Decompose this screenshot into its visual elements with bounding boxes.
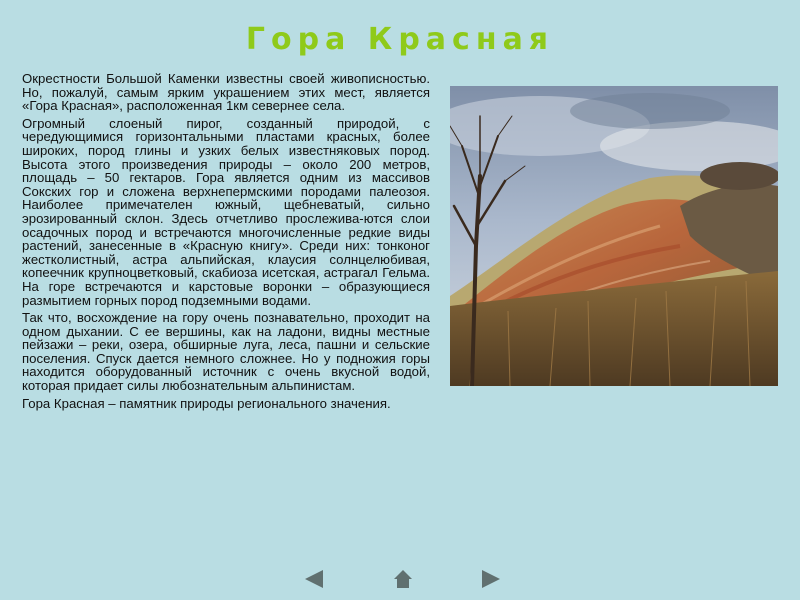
paragraph-1: Окрестности Большой Каменки известны своей живописностью. Но, пожалуй, самым ярким украшением этих мест, является «Гора Красная», расположенная 1км севернее села. — [22, 71, 430, 114]
mountain-photo — [450, 86, 778, 386]
home-button[interactable] — [389, 565, 417, 593]
paragraph-3: Так что, восхождение на гору очень познавательно, проходит на одном дыхании. С ее вершины, как на ладони, видны местные пейзажи – реки, озера, обширные луга, леса, пашни и сельские поселения. Спуск дается немного сложнее. Но у подножия горы находится оборудованный источник с очень вкусной водой, которая придает силы любознательным альпинистам. — [22, 310, 430, 394]
arrow-right-icon — [480, 568, 502, 590]
previous-slide-button[interactable] — [300, 565, 328, 593]
arrow-left-icon — [303, 568, 325, 590]
next-slide-button[interactable] — [477, 565, 505, 593]
paragraph-4: Гора Красная – памятник природы регионального значения. — [22, 395, 391, 411]
home-icon — [392, 568, 414, 590]
paragraph-2: Огромный слоеный пирог, созданный природой, с чередующимися горизонтальными пластами красных, более широких, пород глины и узких белых известняковых пород. Высота этого произведения природы – около 200 метров, площадь – 50 гектаров. Гора является одним из массивов Сокских гор и сложена верхнепермскими породами палеозоя. Наиболее примечателен южный, щебневатый, сильно эрозированный склон. Здесь отчетливо прослежива-ются слои осадочных пород и встречаются многочисленные редкие виды растений, занесенные в «Красную книгу». Среди них: тонконог жестколистный, астра альпийская, клаусия солнцелюбивая, копеечник крупноцветковый, скабиоза исетская, астрагал Гельма. На горе встречаются и карстовые воронки – образующиеся размытием горных пород подземными водами. — [22, 115, 430, 308]
page-title: Гора Красная — [245, 22, 555, 57]
article-text — [22, 72, 430, 414]
